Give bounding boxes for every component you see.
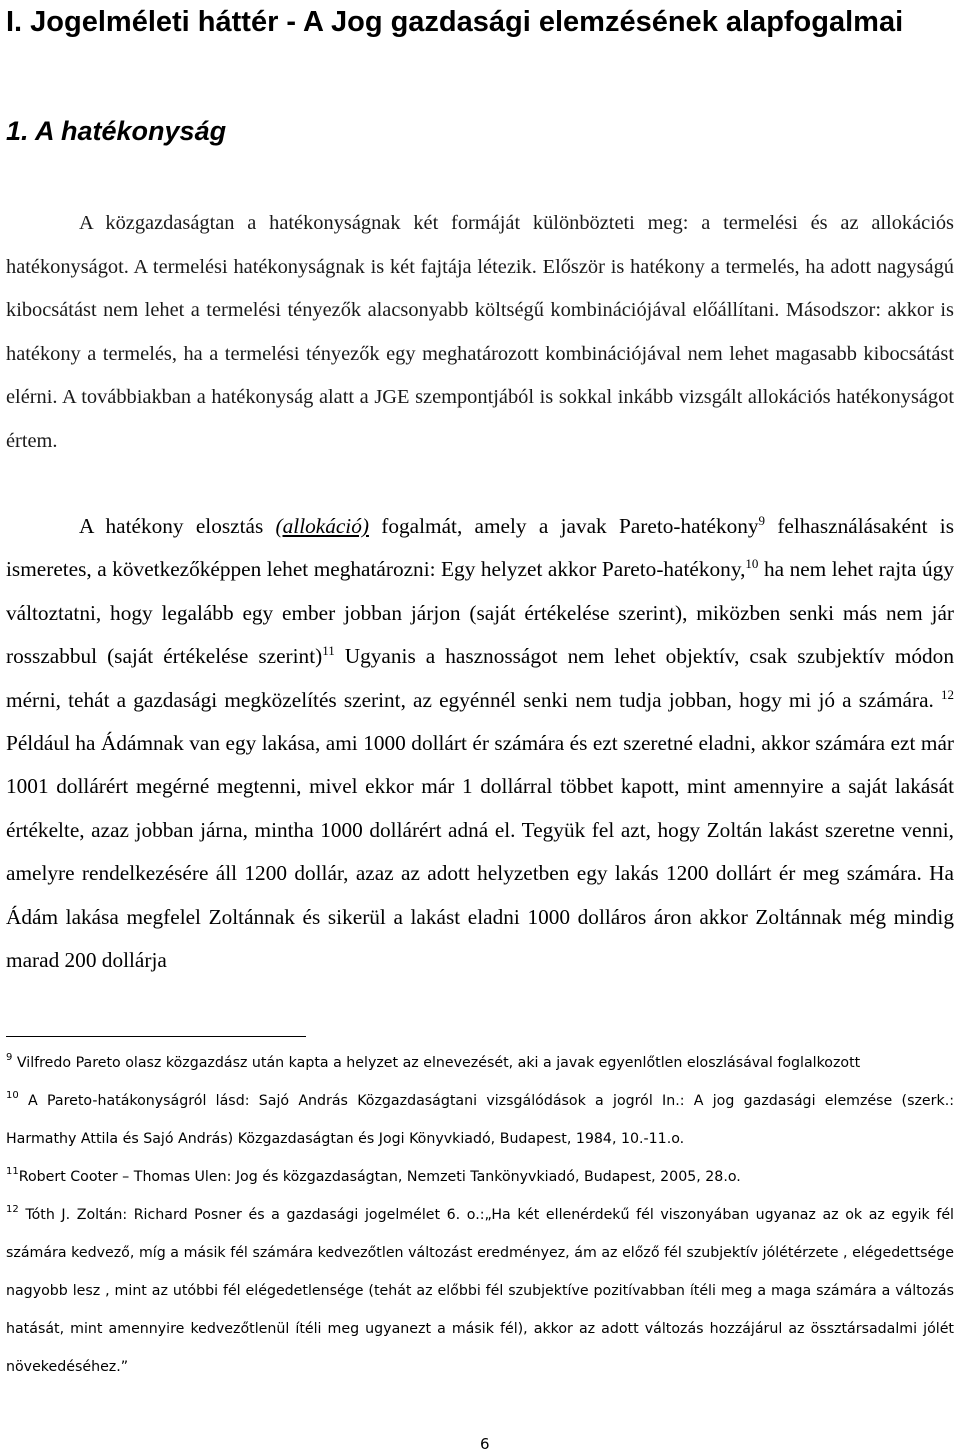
paragraph-text-part: ha nem lehet rajta úgy változtatni, hogy legalább egy ember jobban járjon (saját értékelése szerint), miközben senki más nem jár rosszabbul (saját értékelése szerint): [6, 557, 954, 669]
footnote-12: [6, 1196, 954, 1386]
paragraph-text-part: Például ha Ádámnak van egy lakása, ami 1000 dollárt ér számára és ezt szeretné eladni, akkor számára ezt már 1001 dollárért megérné megtenni, mivel ekkor már 1 dollárral többet kapott, mint amennyire a saját lakását értékelte, azaz jobban járna, mintha 1000 dollárért adná el. Tegyük fel azt, hogy Zoltán lakást szeretne venni, amelyre rendelkezésére áll 1200 dollár, azaz az adott helyzetben egy lakás 1200 dollárt ér meg számára. Ha Ádám lakása megfelel Zoltánnak és sikerül a lakást eladni 1000 dolláros áron akkor Zoltánnak még mindig marad 200 dollárja: [6, 731, 954, 973]
footnote-text: Tóth J. Zoltán: Richard Posner és a gazdasági jogelmélet 6. o.:„Ha két ellenérdekű fél viszonyában ugyanaz az ok az egyik fél számára kedvező, míg a másik fél számára kedvezőtlen változást eredményez, ám az előző fél szubjektív jólétérzete , elégedettsége nagyobb lesz , mint az utóbbi fél elégedetlensége (tehát az előbbi fél szubjektíve pozitívabban ítéli meg a maga számára a változás hatását, mint amennyire kedvezőtlenül ítéli meg ugyanezt a másik fél), akkor az adott változás hozzájárul az össztársadalmi jólét növekedéséhez.”: [6, 1207, 954, 1375]
footnote-ref-12[interactable]: 12: [941, 686, 954, 702]
paragraph-hatekonysag-intro: [6, 202, 954, 463]
footnote-text: Vilfredo Pareto olasz közgazdász után kapta a helyzet az elnevezését, aki a javak egyenlőtlen eloszlásával foglalkozott: [12, 1055, 861, 1071]
footnote-number: 11: [6, 1166, 19, 1177]
footnote-number: 12: [6, 1204, 19, 1215]
chapter-heading: I. Jogelméleti háttér - A Jog gazdasági elemzésének alapfogalmai: [6, 6, 904, 38]
footnote-number: 9: [6, 1052, 13, 1063]
paragraph-text-part: A hatékony elosztás: [79, 514, 276, 538]
page-number: 6: [480, 1435, 490, 1453]
section-heading: 1. A hatékonyság: [6, 116, 227, 146]
footnote-separator: [6, 1036, 306, 1037]
document-page: [6, 0, 954, 1453]
paragraph-text: A közgazdaságtan a hatékonyságnak két formáját különbözteti meg: a termelési és az allokációs hatékonyságot. A termelési hatékonyságnak is két fajtája létezik. Először is hatékony a termelés, ha adott nagyságú kibocsátást nem lehet a termelési tényezők alacsonyabb költségű kombinációjával előállítani. Másodszor: akkor is hatékony a termelés, ha a termelési tényezők egy meghatározott kombinációjával nem lehet magasabb kibocsátást elérni. A továbbiakban a hatékonyság alatt a JGE szempontjából is sokkal inkább vizsgált allokációs hatékonyságot értem.: [6, 212, 954, 452]
paragraph-pareto: [6, 505, 954, 982]
footnote-ref-11[interactable]: 11: [322, 643, 335, 659]
footnote-ref-9[interactable]: 9: [758, 513, 766, 528]
paragraph-text-part: felhasználásaként is ismeretes, a következőképpen lehet meghatározni: Egy helyzet akkor Pareto-hatékony,: [6, 514, 954, 582]
footnotes: [6, 1044, 954, 1386]
paragraph-text-part: fogalmát, amely a javak Pareto-hatékony: [368, 514, 759, 538]
paragraph-text-part: Ugyanis a hasznosságot nem lehet objektív, csak szubjektív módon mérni, tehát a gazdasági megközelítés szerint, az egyénnél senki nem tudja jobban, hogy mi jó a számára.: [6, 644, 954, 712]
footnote-text: A Pareto-hatákonyságról lásd: Sajó András Közgazdaságtani vizsgálódások a jogról In.: A jog gazdasági elemzése (szerk.: Harmathy Attila és Sajó András) Közgazdaságtan és Jogi Könyvkiadó, Budapest, 1984, 10.-11.o.: [6, 1093, 954, 1147]
footnote-10: [6, 1082, 954, 1158]
footnote-number: 10: [6, 1090, 19, 1101]
footnote-9: [6, 1044, 954, 1082]
footnote-ref-10[interactable]: 10: [745, 556, 759, 572]
footnote-text: Robert Cooter – Thomas Ulen: Jog és közgazdaságtan, Nemzeti Tankönyvkiadó, Budapest, 2005, 28.o.: [18, 1169, 741, 1185]
footnote-11: [6, 1158, 954, 1196]
allokacio-term: (allokáció): [275, 514, 369, 538]
